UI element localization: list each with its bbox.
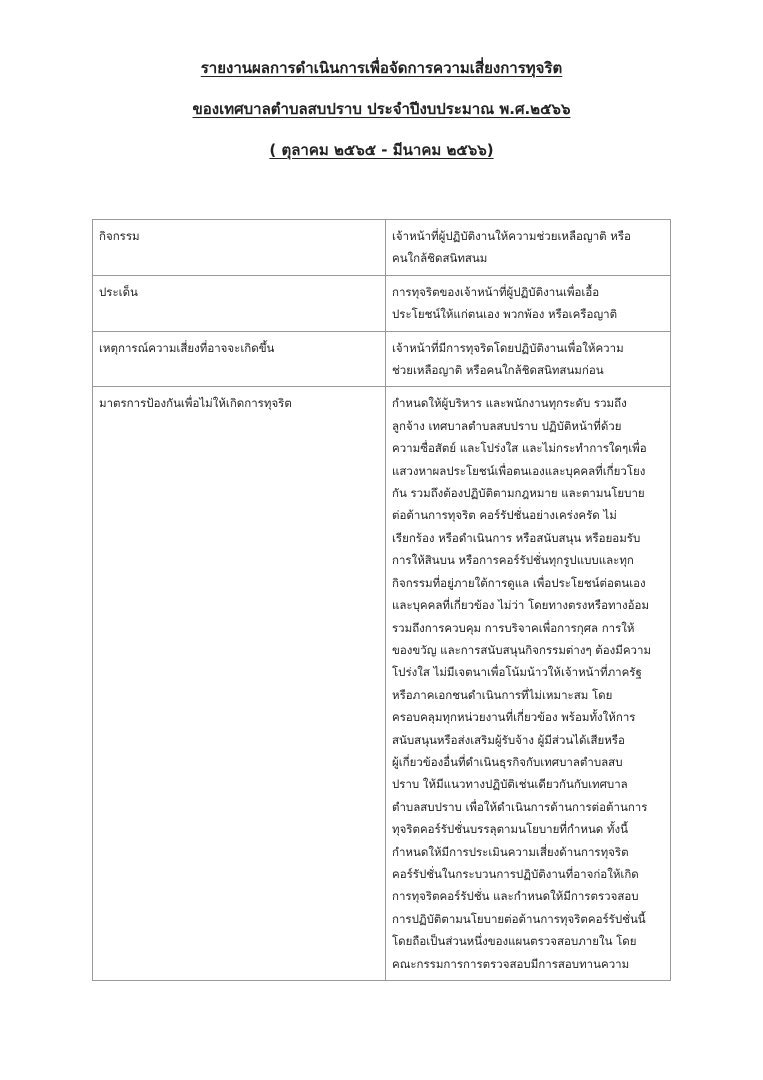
value-line: เจ้าหน้าที่มีการทุจริตโดยปฏิบัติงานเพื่อให้ความ	[392, 340, 624, 355]
value-line: ตำบลสบปราบ เพื่อให้ดำเนินการด้านการต่อต้านการ	[392, 799, 648, 814]
report-period: ( ตุลาคม ๒๕๖๕ - มีนาคม ๒๕๖๖)	[269, 141, 494, 159]
value-line: ความซื่อสัตย์ และโปร่งใส และไม่กระทำการใดๆเพื่อ	[392, 441, 647, 456]
value-line: การทุจริตคอร์รัปชั่น และกำหนดให้มีการตรวจสอบ	[392, 889, 639, 904]
row-value	[386, 331, 671, 387]
row-label: มาตรการป้องกันเพื่อไม่ให้เกิดการทุจริต	[93, 387, 386, 981]
value-line: ทุจริตคอร์รัปชั่นบรรลุตามนโยบายที่กำหนด ทั้งนี้	[392, 822, 628, 837]
value-line: ผู้เกี่ยวข้องอื่นที่ดำเนินธุรกิจกับเทศบาลตำบลสบ	[392, 754, 623, 769]
value-line: ลูกจ้าง เทศบาลตำบลสบปราบ ปฏิบัติหน้าที่ด้วย	[392, 418, 622, 433]
value-line: คอร์รัปชั่นในกระบวนการปฏิบัติงานที่อาจก่อให้เกิด	[392, 866, 639, 881]
value-line: ต่อต้านการทุจริต คอร์รัปชั่นอย่างเคร่งครัด ไม่	[392, 508, 617, 523]
risk-management-table	[92, 219, 671, 981]
value-line: ปราบ ให้มีแนวทางปฏิบัติเช่นเดียวกันกับเทศบาล	[392, 777, 628, 792]
value-line: โดยถือเป็นส่วนหนึ่งของแผนตรวจสอบภายใน โดย	[392, 934, 637, 949]
table-row	[93, 387, 671, 981]
value-line: คณะกรรมการการตรวจสอบมีการสอบทานความ	[392, 956, 630, 971]
value-line: เรียกร้อง หรือดำเนินการ หรือสนับสนุน หรือยอมรับ	[392, 530, 641, 545]
report-title: รายงานผลการดำเนินการเพื่อจัดการความเสี่ยงการทุจริต	[200, 59, 563, 77]
value-line: การให้สินบน หรือการคอร์รัปชั่นทุกรูปแบบและทุก	[392, 553, 634, 568]
value-line: กำหนดให้มีการประเมินความเสี่ยงด้านการทุจริต	[392, 844, 629, 859]
value-line: กำหนดให้ผู้บริหาร และพนักงานทุกระดับ รวมถึง	[392, 396, 627, 411]
value-line: การทุจริตของเจ้าหน้าที่ผู้ปฏิบัติงานเพื่อเอื้อ	[392, 284, 600, 299]
value-line: แสวงหาผลประโยชน์เพื่อตนเองและบุคคลที่เกี่ยวโยง	[392, 463, 646, 478]
value-line: ช่วยเหลือญาติ หรือคนใกล้ชิดสนิทสนมก่อน	[392, 363, 604, 378]
value-line: กัน รวมถึงต้องปฏิบัติตามกฎหมาย และตามนโยบาย	[392, 486, 645, 501]
value-line: ประโยชน์ให้แก่ตนเอง พวกพ้อง หรือเครือญาติ	[392, 307, 618, 322]
value-line: คนใกล้ชิดสนิทสนม	[392, 251, 488, 266]
report-subtitle-municipality: ของเทศบาลตำบลสบปราบ ประจำปีงบประมาณ พ.ศ.๒๕๖๖	[192, 100, 571, 118]
value-line: รวมถึงการควบคุม การบริจาคเพื่อการกุศล การให้	[392, 620, 635, 635]
table-row	[93, 220, 671, 276]
row-label: เหตุการณ์ความเสี่ยงที่อาจจะเกิดขึ้น	[93, 331, 386, 387]
value-line: กิจกรรมที่อยู่ภายใต้การดูแล เพื่อประโยชน์ต่อตนเอง	[392, 575, 646, 590]
value-line: ของขวัญ และการสนับสนุนกิจกรรมต่างๆ ต้องมีความ	[392, 642, 652, 657]
value-line: และบุคคลที่เกี่ยวข้อง ไม่ว่า โดยทางตรงหรือทางอ้อม	[392, 598, 650, 613]
value-line: เจ้าหน้าที่ผู้ปฏิบัติงานให้ความช่วยเหลือญาติ หรือ	[392, 229, 631, 243]
row-label: กิจกรรม	[93, 220, 386, 276]
table-row	[93, 331, 671, 387]
table-row	[93, 275, 671, 331]
value-line: ครอบคลุมทุกหน่วยงานที่เกี่ยวข้อง พร้อมทั้งให้การ	[392, 710, 636, 725]
report-header	[0, 58, 763, 181]
value-line: หรือภาคเอกชนดำเนินการที่ไม่เหมาะสม โดย	[392, 687, 613, 702]
value-line: สนับสนุนหรือส่งเสริมผู้รับจ้าง ผู้มีส่วนได้เสียหรือ	[392, 732, 625, 747]
table-body	[93, 220, 671, 981]
row-value	[386, 275, 671, 331]
row-value	[386, 387, 671, 981]
value-line: โปร่งใส ไม่มีเจตนาเพื่อโน้มน้าวให้เจ้าหน้าที่ภาครัฐ	[392, 665, 642, 680]
row-label: ประเด็น	[93, 275, 386, 331]
row-value	[386, 220, 671, 276]
value-line: การปฏิบัติตามนโยบายต่อต้านการทุจริตคอร์รัปชั่นนี้	[392, 911, 646, 926]
